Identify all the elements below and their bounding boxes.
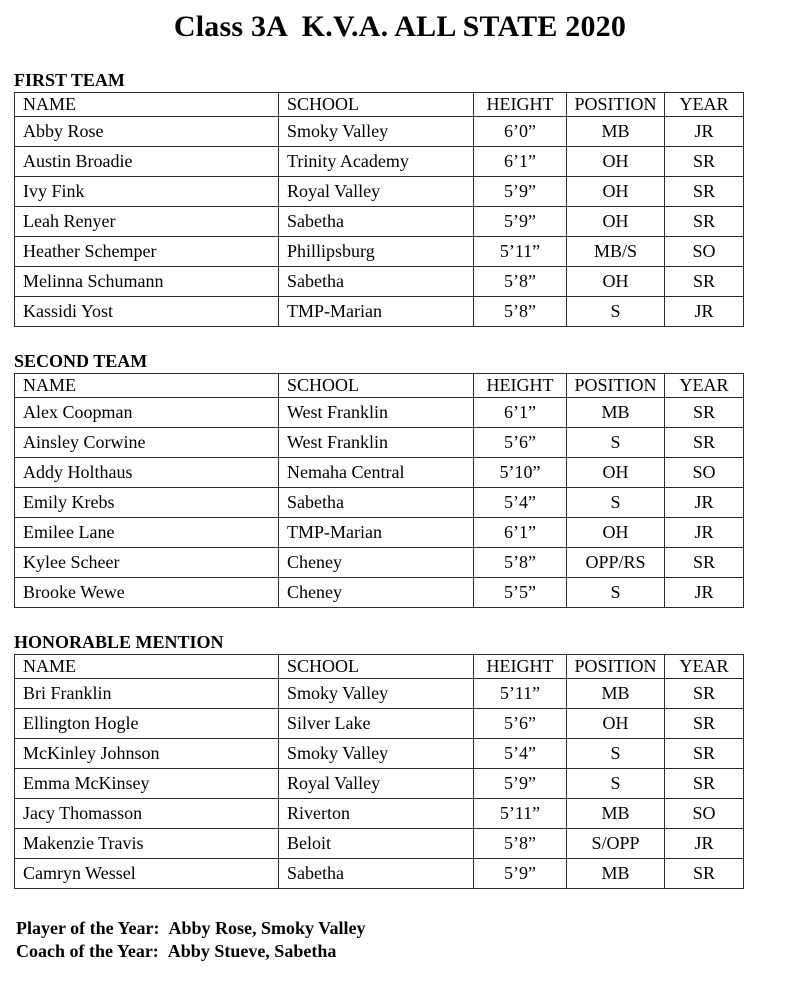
player-name: Makenzie Travis	[15, 829, 279, 859]
table-row	[15, 548, 744, 578]
table-row	[15, 859, 744, 889]
year: JR	[665, 117, 744, 147]
school: Cheney	[279, 548, 474, 578]
year: SR	[665, 207, 744, 237]
table-header-row	[15, 655, 744, 679]
school: Sabetha	[279, 267, 474, 297]
table-row	[15, 488, 744, 518]
height: 5’4”	[474, 739, 567, 769]
team-section	[14, 632, 728, 889]
coach-of-year-line	[16, 940, 800, 963]
player-name: Addy Holthaus	[15, 458, 279, 488]
player-name: Emma McKinsey	[15, 769, 279, 799]
height: 6’1”	[474, 518, 567, 548]
height: 5’9”	[474, 769, 567, 799]
year: SR	[665, 147, 744, 177]
column-header-name: NAME	[15, 374, 279, 398]
year: SR	[665, 177, 744, 207]
height: 5’9”	[474, 859, 567, 889]
school: Beloit	[279, 829, 474, 859]
height: 5’8”	[474, 297, 567, 327]
table-row	[15, 799, 744, 829]
position: OH	[567, 458, 665, 488]
school: Trinity Academy	[279, 147, 474, 177]
position: OH	[567, 147, 665, 177]
player-name: Leah Renyer	[15, 207, 279, 237]
awards-footer	[16, 917, 800, 963]
column-header-year: YEAR	[665, 374, 744, 398]
position: MB/S	[567, 237, 665, 267]
position: OH	[567, 709, 665, 739]
page-title: Class 3A K.V.A. ALL STATE 2020	[173, 10, 627, 43]
position: OPP/RS	[567, 548, 665, 578]
column-header-height: HEIGHT	[474, 93, 567, 117]
year: SR	[665, 267, 744, 297]
position: S	[567, 488, 665, 518]
height: 6’1”	[474, 398, 567, 428]
position: OH	[567, 177, 665, 207]
height: 5’11”	[474, 679, 567, 709]
table-row	[15, 117, 744, 147]
school: Riverton	[279, 799, 474, 829]
year: SR	[665, 428, 744, 458]
column-header-school: SCHOOL	[279, 655, 474, 679]
player-name: Bri Franklin	[15, 679, 279, 709]
player-name: Heather Schemper	[15, 237, 279, 267]
year: SO	[665, 458, 744, 488]
player-name: Melinna Schumann	[15, 267, 279, 297]
position: MB	[567, 799, 665, 829]
school: Silver Lake	[279, 709, 474, 739]
table-row	[15, 297, 744, 327]
year: SR	[665, 769, 744, 799]
position: MB	[567, 859, 665, 889]
school: Smoky Valley	[279, 739, 474, 769]
player-of-year-line	[16, 917, 800, 940]
year: JR	[665, 578, 744, 608]
height: 5’8”	[474, 829, 567, 859]
height: 5’6”	[474, 428, 567, 458]
height: 5’10”	[474, 458, 567, 488]
position: MB	[567, 679, 665, 709]
school: Sabetha	[279, 488, 474, 518]
column-header-position: POSITION	[567, 655, 665, 679]
height: 5’8”	[474, 267, 567, 297]
school: TMP-Marian	[279, 297, 474, 327]
coach-of-year-value: Abby Stueve, Sabetha	[167, 941, 337, 961]
sections	[0, 70, 800, 889]
column-header-school: SCHOOL	[279, 374, 474, 398]
column-header-position: POSITION	[567, 93, 665, 117]
year: SR	[665, 709, 744, 739]
year: SR	[665, 548, 744, 578]
team-section	[14, 351, 728, 608]
position: S	[567, 578, 665, 608]
player-name: Ellington Hogle	[15, 709, 279, 739]
school: Royal Valley	[279, 177, 474, 207]
position: MB	[567, 117, 665, 147]
player-of-year-label: Player of the Year:	[16, 918, 160, 938]
team-section	[14, 70, 728, 327]
height: 5’11”	[474, 799, 567, 829]
school: Smoky Valley	[279, 679, 474, 709]
player-name: Ainsley Corwine	[15, 428, 279, 458]
player-name: Camryn Wessel	[15, 859, 279, 889]
player-name: Abby Rose	[15, 117, 279, 147]
position: OH	[567, 207, 665, 237]
column-header-height: HEIGHT	[474, 655, 567, 679]
table-row	[15, 428, 744, 458]
table-row	[15, 177, 744, 207]
school: Cheney	[279, 578, 474, 608]
table-row	[15, 769, 744, 799]
position: MB	[567, 398, 665, 428]
height: 5’9”	[474, 177, 567, 207]
year: SR	[665, 398, 744, 428]
table-header-row	[15, 374, 744, 398]
player-name: Emily Krebs	[15, 488, 279, 518]
section-heading: HONORABLE MENTION	[14, 632, 224, 652]
height: 6’0”	[474, 117, 567, 147]
player-name: Brooke Wewe	[15, 578, 279, 608]
player-name: Emilee Lane	[15, 518, 279, 548]
table-row	[15, 458, 744, 488]
table-row	[15, 679, 744, 709]
table-row	[15, 237, 744, 267]
player-name: Ivy Fink	[15, 177, 279, 207]
height: 5’8”	[474, 548, 567, 578]
year: JR	[665, 518, 744, 548]
position: S/OPP	[567, 829, 665, 859]
school: Smoky Valley	[279, 117, 474, 147]
year: JR	[665, 829, 744, 859]
school: Sabetha	[279, 859, 474, 889]
school: Royal Valley	[279, 769, 474, 799]
year: SO	[665, 799, 744, 829]
table-header-row	[15, 93, 744, 117]
school: Phillipsburg	[279, 237, 474, 267]
column-header-school: SCHOOL	[279, 93, 474, 117]
table-row	[15, 578, 744, 608]
height: 6’1”	[474, 147, 567, 177]
school: West Franklin	[279, 398, 474, 428]
column-header-height: HEIGHT	[474, 374, 567, 398]
year: SO	[665, 237, 744, 267]
roster-table	[14, 92, 744, 327]
position: S	[567, 739, 665, 769]
position: S	[567, 297, 665, 327]
player-name: Alex Coopman	[15, 398, 279, 428]
position: OH	[567, 518, 665, 548]
player-of-year-value: Abby Rose, Smoky Valley	[168, 918, 366, 938]
table-row	[15, 147, 744, 177]
height: 5’9”	[474, 207, 567, 237]
roster-table	[14, 373, 744, 608]
year: JR	[665, 488, 744, 518]
column-header-year: YEAR	[665, 655, 744, 679]
table-row	[15, 518, 744, 548]
school: Sabetha	[279, 207, 474, 237]
table-row	[15, 398, 744, 428]
school: West Franklin	[279, 428, 474, 458]
player-name: Austin Broadie	[15, 147, 279, 177]
table-row	[15, 709, 744, 739]
height: 5’4”	[474, 488, 567, 518]
year: SR	[665, 859, 744, 889]
section-heading: FIRST TEAM	[14, 70, 125, 90]
year: JR	[665, 297, 744, 327]
school: Nemaha Central	[279, 458, 474, 488]
column-header-year: YEAR	[665, 93, 744, 117]
year: SR	[665, 739, 744, 769]
school: TMP-Marian	[279, 518, 474, 548]
coach-of-year-label: Coach of the Year:	[16, 941, 159, 961]
height: 5’11”	[474, 237, 567, 267]
player-name: Jacy Thomasson	[15, 799, 279, 829]
position: S	[567, 428, 665, 458]
table-row	[15, 207, 744, 237]
roster-table	[14, 654, 744, 889]
player-name: McKinley Johnson	[15, 739, 279, 769]
section-heading: SECOND TEAM	[14, 351, 148, 371]
year: SR	[665, 679, 744, 709]
table-row	[15, 829, 744, 859]
column-header-position: POSITION	[567, 374, 665, 398]
player-name: Kylee Scheer	[15, 548, 279, 578]
column-header-name: NAME	[15, 655, 279, 679]
position: S	[567, 769, 665, 799]
table-row	[15, 267, 744, 297]
table-row	[15, 739, 744, 769]
player-name: Kassidi Yost	[15, 297, 279, 327]
height: 5’5”	[474, 578, 567, 608]
position: OH	[567, 267, 665, 297]
height: 5’6”	[474, 709, 567, 739]
column-header-name: NAME	[15, 93, 279, 117]
